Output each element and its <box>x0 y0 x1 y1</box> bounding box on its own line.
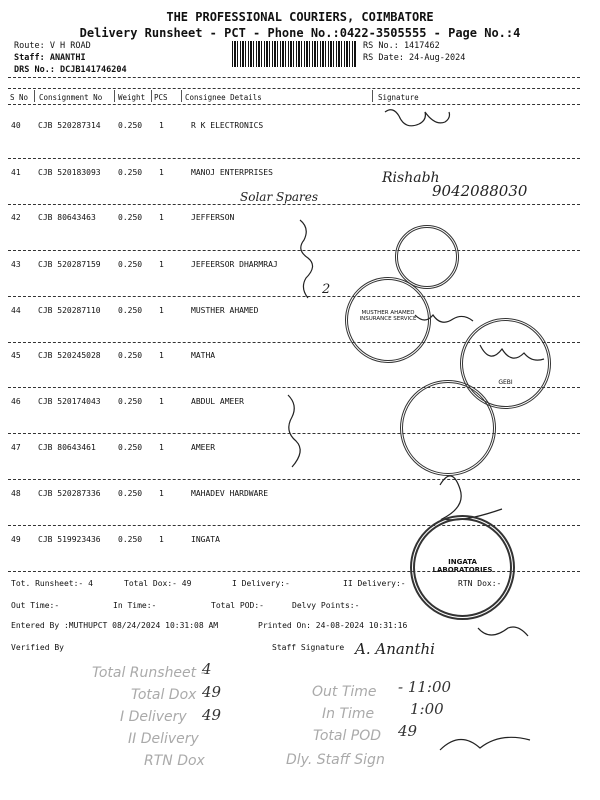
signature-stroke <box>385 110 450 126</box>
row-sno: 43 <box>11 260 21 269</box>
faded-dly-sign: Dly. Staff Sign <box>286 752 385 768</box>
row-pcs: 1 <box>159 306 164 315</box>
row-consignee: INGATA <box>191 535 220 544</box>
row-consignment: CJB 520287110 <box>38 306 101 315</box>
handwritten-value: - 11:00 <box>398 678 452 696</box>
faded-in-time: In Time <box>322 706 375 722</box>
stamp-text: INGATA LABORATORIES <box>432 558 493 574</box>
faded-total-pod: Total POD <box>313 728 382 744</box>
column-header-pcs: PCS <box>154 93 168 102</box>
row-consignee: ABDUL AMEER <box>191 397 244 406</box>
stamp-text: GEBI <box>498 379 513 386</box>
row-consignee: MUSTHER AHAMED <box>191 306 259 315</box>
faded-ii-delivery: II Delivery <box>128 731 199 747</box>
row-pcs: 1 <box>159 168 164 177</box>
total-pod: Total POD:- <box>211 601 264 610</box>
verified-by: Verified By <box>11 643 64 652</box>
ingata-stamp <box>410 515 515 620</box>
signature-stroke <box>440 737 530 750</box>
row-weight: 0.250 <box>118 351 143 360</box>
row-weight: 0.250 <box>118 168 143 177</box>
column-header-sno: S No <box>10 93 29 102</box>
row-consignment: CJB 520174043 <box>38 397 101 406</box>
handwritten-phone: 9042088030 <box>432 182 528 200</box>
i-delivery: I Delivery:- <box>232 579 290 588</box>
faded-rtn-dox: RTN Dox <box>144 753 205 769</box>
row-sno: 42 <box>11 213 21 222</box>
drs-number: DRS No.: DCJB141746204 <box>14 65 127 75</box>
document-title: THE PROFESSIONAL COURIERS, COIMBATORE <box>166 10 434 24</box>
row-sno: 48 <box>11 489 21 498</box>
column-header-weight: Weight <box>118 93 146 102</box>
route-label: Route: V H ROAD <box>14 41 91 51</box>
row-consignment: CJB 520245028 <box>38 351 101 360</box>
rs-number: RS No.: 1417462 <box>363 41 440 51</box>
row-consignee: MANOJ ENTERPRISES <box>191 168 273 177</box>
faded-total-runsheet: Total Runsheet - <box>92 665 206 681</box>
row-consignee: JEFFERSON <box>191 213 235 222</box>
row-pcs: 1 <box>159 443 164 452</box>
row-pcs: 1 <box>159 260 164 269</box>
printed-on: Printed On: 24-08-2024 10:31:16 <box>258 621 408 630</box>
column-header-consignment: Consignment No <box>39 93 103 102</box>
row-consignment: CJB 520287336 <box>38 489 101 498</box>
row-weight: 0.250 <box>118 213 143 222</box>
row-consignment: CJB 520287159 <box>38 260 101 269</box>
rtn-dox: RTN Dox:- <box>458 579 502 588</box>
column-header-signature: Signature <box>378 93 419 102</box>
row-consignment: CJB 520287314 <box>38 121 101 130</box>
handwritten-note: Solar Spares <box>240 190 319 204</box>
row-consignee: JEFEERSOR DHARMRAJ <box>191 260 278 269</box>
row-sno: 40 <box>11 121 21 130</box>
signature-stroke <box>440 476 502 520</box>
staff-signature-label: Staff Signature <box>272 643 345 652</box>
handwritten-value: 49 <box>202 706 222 724</box>
round-stamp <box>460 318 551 409</box>
faded-i-delivery: I Delivery <box>120 709 187 725</box>
row-consignment: CJB 80643461 <box>38 443 96 452</box>
entered-by: Entered By :MUTHUPCT 08/24/2024 10:31:08 AM <box>11 621 219 630</box>
handwritten-count: 2 <box>322 282 331 297</box>
in-time: In Time:- <box>113 601 157 610</box>
rs-date: RS Date: 24-Aug-2024 <box>363 53 466 63</box>
tot-runsheet: Tot. Runsheet:- 4 <box>11 579 93 588</box>
row-weight: 0.250 <box>118 306 143 315</box>
row-sno: 41 <box>11 168 21 177</box>
delvy-points: Delvy Points:- <box>292 601 360 610</box>
row-pcs: 1 <box>159 535 164 544</box>
row-sno: 47 <box>11 443 21 452</box>
row-consignee: MATHA <box>191 351 216 360</box>
row-sno: 46 <box>11 397 21 406</box>
handwritten-name: Rishabh <box>382 170 440 186</box>
row-sno: 49 <box>11 535 21 544</box>
staff-label: Staff: ANANTHI <box>14 53 86 63</box>
row-consignee: R K ELECTRONICS <box>191 121 264 130</box>
row-pcs: 1 <box>159 121 164 130</box>
row-weight: 0.250 <box>118 489 143 498</box>
row-pcs: 1 <box>159 489 164 498</box>
row-pcs: 1 <box>159 213 164 222</box>
faded-total-dox: Total Dox <box>131 687 197 703</box>
row-consignee: AMEER <box>191 443 216 452</box>
staff-signature: A. Ananthi <box>355 640 435 658</box>
row-pcs: 1 <box>159 397 164 406</box>
row-weight: 0.250 <box>118 397 143 406</box>
row-consignment: CJB 520183093 <box>38 168 101 177</box>
faded-out-time: Out Time <box>312 684 377 700</box>
row-consignment: CJB 80643463 <box>38 213 96 222</box>
row-weight: 0.250 <box>118 535 143 544</box>
row-consignment: CJB 519923436 <box>38 535 101 544</box>
total-dox: Total Dox:- 49 <box>124 579 192 588</box>
bracket-mark <box>288 395 300 467</box>
row-weight: 0.250 <box>118 121 143 130</box>
row-consignee: MAHADEV HARDWARE <box>191 489 269 498</box>
bracket-mark <box>300 220 313 298</box>
ii-delivery: II Delivery:- <box>343 579 406 588</box>
column-header-consignee: Consignee Details <box>185 93 262 102</box>
handwritten-value: 49 <box>398 722 418 740</box>
handwritten-value: 4 <box>202 660 212 678</box>
row-pcs: 1 <box>159 351 164 360</box>
out-time: Out Time:- <box>11 601 60 610</box>
row-weight: 0.250 <box>118 443 143 452</box>
document-subtitle: Delivery Runsheet - PCT - Phone No.:0422-3505555 - Page No.:4 <box>79 26 521 40</box>
stamp-text: MUSTHER AHAMED INSURANCE SERVICE <box>359 310 417 322</box>
handwritten-value: 1:00 <box>410 700 444 718</box>
row-sno: 44 <box>11 306 21 315</box>
handwritten-value: 49 <box>202 683 222 701</box>
signature-stroke <box>478 627 528 636</box>
row-sno: 45 <box>11 351 21 360</box>
round-stamp <box>345 277 431 363</box>
row-weight: 0.250 <box>118 260 143 269</box>
